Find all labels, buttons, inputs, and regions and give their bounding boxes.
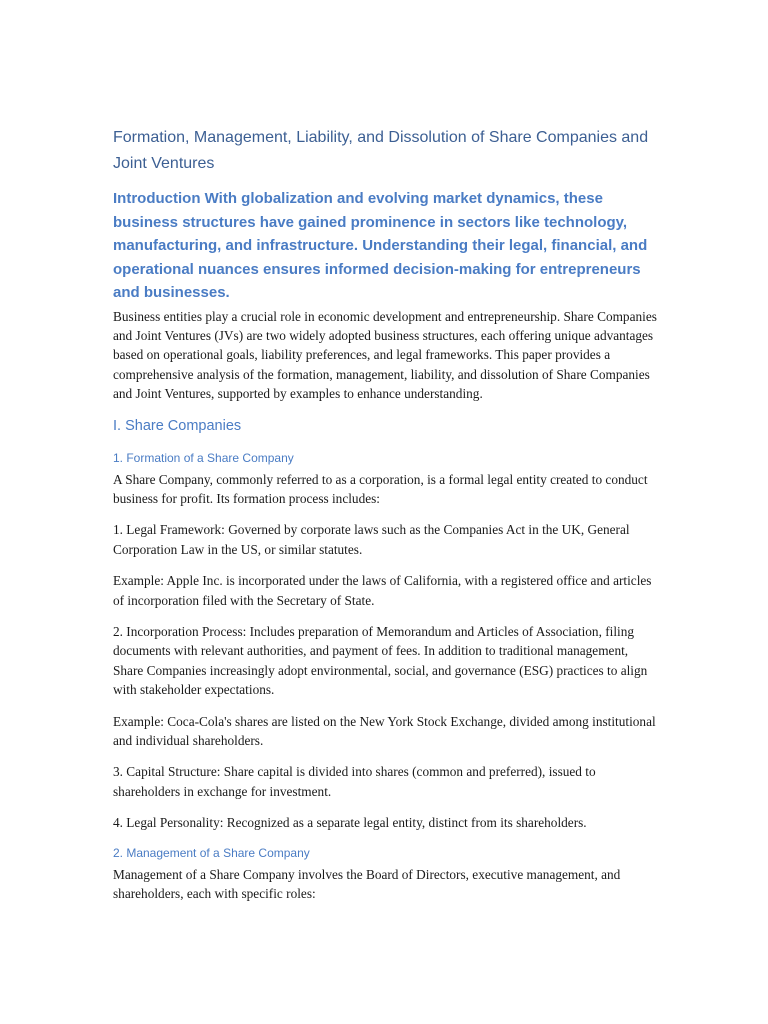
paragraph-incorporation-process: 2. Incorporation Process: Includes preparation of Memorandum and Articles of Association, filing documents with relevant authorities, and payment of fees. In addition to traditional management, Share Companies increasingly adopt environmental, social, and governance (ESG) practices to align with stakeholder expectations. bbox=[113, 623, 648, 698]
subheading-management: 2. Management of a Share Company bbox=[113, 845, 310, 860]
paragraph-capital-structure: 3. Capital Structure: Share capital is divided into shares (common and preferred), issued to shareholders in exchange for investment. bbox=[113, 764, 596, 799]
section-heading-share-companies: I. Share Companies bbox=[113, 417, 242, 434]
paragraph-legal-personality: 4. Legal Personality: Recognized as a separate legal entity, distinct from its shareholders. bbox=[113, 815, 587, 831]
document-title: Formation, Management, Liability, and Dissolution of Share Companies and Joint Ventures bbox=[113, 129, 649, 172]
introduction-paragraph: Business entities play a crucial role in economic development and entrepreneurship. Share Companies and Joint Ventures (JVs) are two widely adopted business structures, each offering unique advantages based on operational goals, liability preferences, and legal frameworks. This paper provides a comprehensive analysis of the formation, management, liability, and dissolution of Share Companies and Joint Ventures, supported by examples to enhance understanding. bbox=[113, 308, 657, 402]
paragraph-formation-intro: A Share Company, commonly referred to as a corporation, is a formal legal entity created to conduct business for profit. Its formation process includes: bbox=[113, 471, 648, 506]
paragraph-example-coca-cola: Example: Coca-Cola's shares are listed on the New York Stock Exchange, divided among institutional and individual shareholders. bbox=[113, 713, 656, 748]
paragraph-legal-framework: 1. Legal Framework: Governed by corporate laws such as the Companies Act in the UK, General Corporation Law in the US, or similar statutes. bbox=[113, 522, 630, 557]
document-page bbox=[113, 125, 658, 903]
paragraph-example-apple: Example: Apple Inc. is incorporated under the laws of California, with a registered office and articles of incorporation filed with the Secretary of State. bbox=[113, 573, 652, 608]
introduction-heading: Introduction With globalization and evolving market dynamics, these business structures have gained prominence in sectors like technology, manufacturing, and infrastructure. Understanding their legal, financial, and operational nuances ensures informed decision-making for entrepreneurs and businesses. bbox=[113, 190, 648, 301]
paragraph-management-intro: Management of a Share Company involves the Board of Directors, executive management, and shareholders, each with specific roles: bbox=[113, 866, 621, 902]
subheading-formation: 1. Formation of a Share Company bbox=[113, 450, 294, 465]
